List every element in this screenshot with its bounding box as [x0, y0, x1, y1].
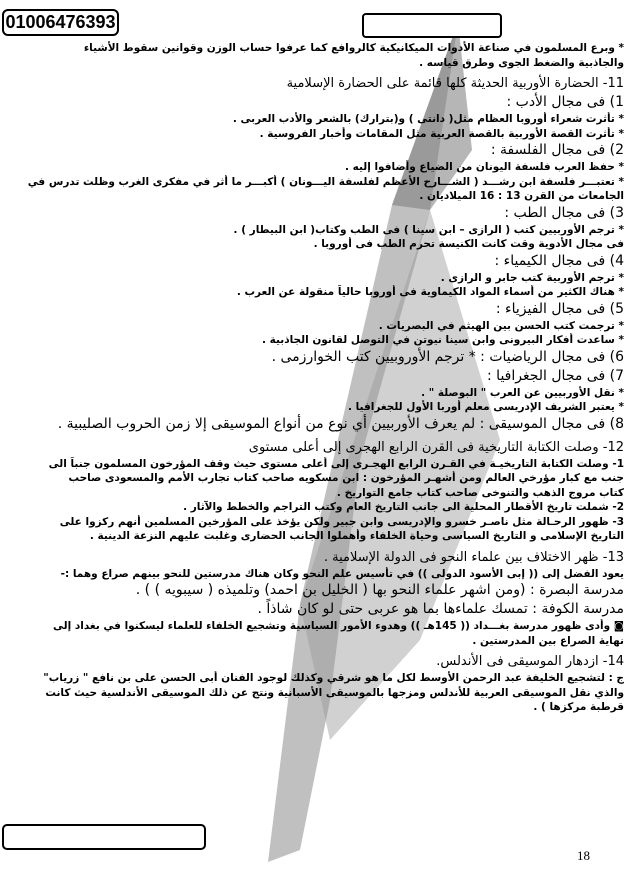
subheading-literature: 1) فى مجال الأدب :	[506, 94, 624, 110]
text-line: * تأثرت شعراء أوروبا العظام مثل( دانتى ) و(بترارك) بالشعر والأدب العربى .	[232, 113, 624, 125]
text-line: * ترجمت كتب الحسن بين الهيثم في البصريات .	[378, 319, 624, 332]
text-line: * تعتبـــر فلسفة ابن رشـــد ( الشـــارح الأعظم لفلسفة اليـــونان ) أكبـــر ما أثر في مفكرى الغرب وظلت تدرس في	[27, 175, 624, 188]
text-line: الجامعات من القرن 13 : 16 الميلاديان .	[419, 190, 624, 202]
footer-empty-box	[2, 824, 206, 850]
section-heading-11: 11- الحضارة الأوربية الحديثة كلها قائمة على الحضارة الإسلامية	[286, 76, 624, 91]
text-line: والجاذبية والضغط الجوى وطرق قياسه .	[419, 56, 624, 69]
text-line: جنب مع كبار مؤرخي العالم ومن أشهـر المؤرخون : ابن مسكويه صاحب كتاب تجارب الأمم والمسعودى صاحب	[68, 472, 624, 484]
text-line: * وبرع المسلمون في صناعة الأدوات الميكانيكية كالروافع كما عرفوا حساب الوزن وقوانين سقوط الأشياء	[83, 42, 624, 54]
text-line: * ترجم الأوربية كتب جابر و الرازى .	[440, 271, 624, 284]
subheading-music: 8) فى مجال الموسيقى : لم يعرف الأوربيين أي نوع من أنواع الموسيقى إلا زمن الحروب الصليبية .	[57, 415, 624, 432]
kufa-school-line: مدرسة الكوفة : تمسك علماءها بما هو عربى حتى لو كان شاذاً .	[257, 601, 624, 617]
page-number: 18	[577, 848, 590, 863]
subheading-philosophy: 2) فى مجال الفلسفة :	[490, 142, 624, 158]
text-line: * تأثرت القصة الأوربية بالقصة العربية مثل المقامات وأخبار الفروسية .	[259, 127, 624, 140]
text-line: * حفظ العرب فلسفة اليونان من الضياع وأضافوا إليه .	[344, 161, 624, 173]
text-line: التاريخ الإسلامى و التاريخ السياسى وحياة الخلفاء وأهملوا الجانب الحضارى وغلبت عليهم النزعة الدينية .	[89, 530, 624, 542]
section-heading-14: 14- ازدهار الموسيقى فى الأندلس.	[436, 654, 624, 669]
text-line: فى مجال الأدوية وقت كانت الكنيسة تحرم الطب فى أوروبا .	[313, 238, 624, 250]
section-heading-12: 12- وصلت الكتابة التاريخية فى القرن الرابع الهجرى إلى أعلى مستوى	[248, 439, 624, 455]
header-empty-box	[362, 13, 502, 38]
text-line: يعود الفضل إلى (( إبى الأسود الدولى )) في تأسيس علم النحو وكان هناك مدرستين للنحو بينهم صراع وهما :-	[60, 567, 624, 580]
basra-school-line: مدرسة البصرة : (ومن اشهر علماء النحو بها ( الخليل بن احمد) وتلميذه ( سيبويه ) ) .	[135, 582, 624, 598]
text-line: والذي نقل الموسيقى العربية للأندلس ومزجها بالموسيقى الأسبانية ونتج عن ذلك الموسيقى الأندلسية حيث كانت	[45, 686, 624, 699]
subheading-physics: 5) فى مجال الفيزياء :	[495, 300, 624, 317]
text-line: ج : لتشجيع الخليفة عبد الرحمن الأوسط لكل ما هو شرقي وكذلك لوجود الفنان أبى الحسن على بن نافع " زرياب"	[43, 672, 624, 684]
text-line: كتاب مروج الذهب والتنوخى صاحب كتاب جامع التواريخ .	[336, 486, 624, 499]
text-line: * ترجم الأوربيين كتب ( الرازى – ابن سينا ) فى الطب وكتاب( ابن البيطار ) .	[233, 223, 624, 236]
subheading-chemistry: 4) فى مجال الكيمياء :	[494, 252, 624, 269]
document-body	[6, 41, 624, 715]
section-heading-13: 13- ظهر الاختلاف بين علماء النحو فى الدولة الإسلامية .	[323, 549, 624, 565]
subheading-mathematics: 6) فى مجال الرياضيات : * ترجم الأوروبيين كتب الخوارزمى .	[271, 348, 624, 365]
text-line: * ساعدت أفكار البيرونى وابن سينا نيوتن في التوصل لقانون الجاذبية .	[261, 334, 624, 346]
text-line: * هناك الكثير من أسماء المواد الكيماوية فى أوروبا حالياً منقولة عن العرب .	[236, 286, 624, 298]
text-line: ◙ وأدى ظهور مدرسة بغـــداد (( 145هـ )) وهدوء الأمور السياسية وتشجيع الخلفاء للعلماء ليسكنوا في بغداد إلى	[53, 620, 624, 632]
text-line: نهاية الصراع بين المدرستين .	[472, 634, 624, 647]
text-line: 2- شملت تاريخ الأقطار المحلية الى جانب التاريخ العام وكتب التراجم والخطط والآثار .	[183, 501, 624, 513]
text-line: 1- وصلت الكتابة التاريخيـة في القـرن الرابع الهجـرى إلى أعلى مستوى حيث وقف المؤرخون المسلمون جنباً الى	[48, 457, 624, 470]
text-line: * يعتبر الشريف الإدريسى معلم أوربا الأول للجغرافيا .	[347, 401, 624, 413]
text-line: قرطبة مركزها ) .	[533, 701, 624, 713]
subheading-geography: 7) فى مجال الجغرافيا :	[487, 367, 624, 384]
text-line: * نقل الأوربيين عن العرب " البوصلة " .	[421, 386, 624, 399]
text-line: 3- ظهور الرحـالة مثل ناصـر خسرو والإدريسى وابن جبير ولكن يؤخذ على المؤرخين المسلمين أنهم ركزوا على	[59, 515, 624, 528]
subheading-medicine: 3) فى مجال الطب :	[504, 204, 624, 221]
phone-number-box: 01006476393	[2, 9, 119, 36]
